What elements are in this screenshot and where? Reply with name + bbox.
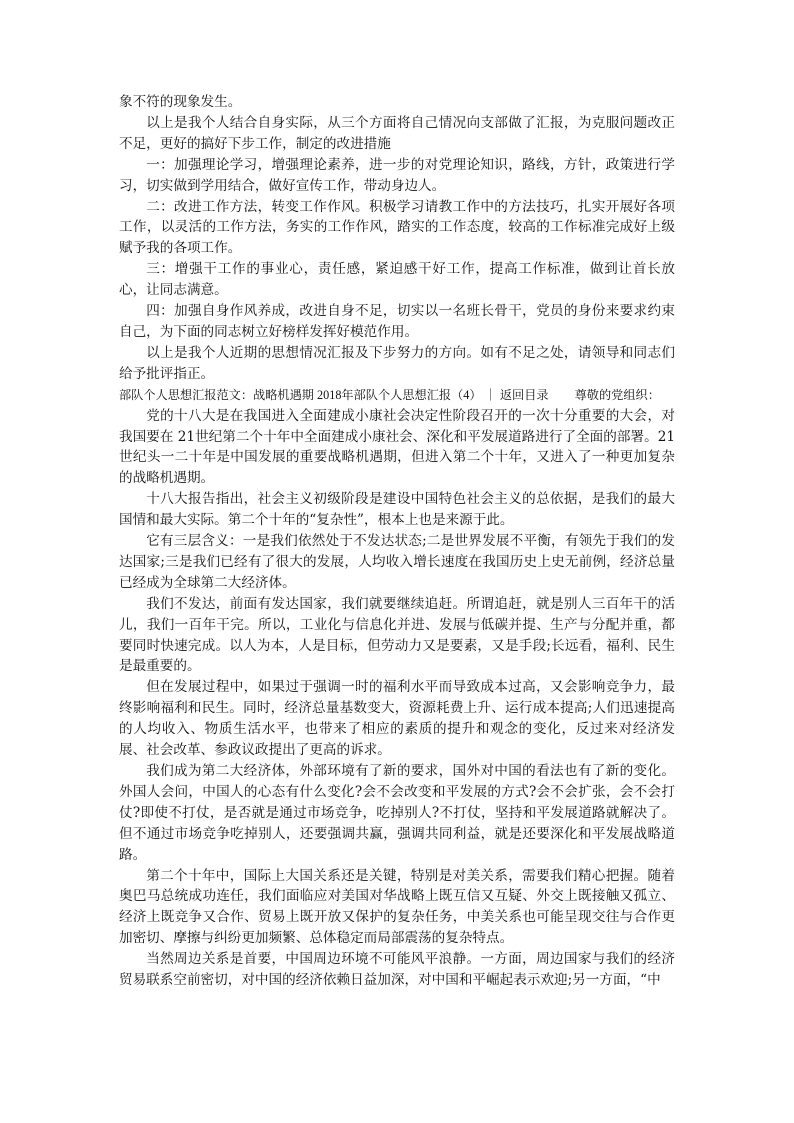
paragraph-closing: 以上是我个人近期的思想情况汇报及下步努力的方向。如有不足之处，请领导和同志们给予批评指正。 [119,344,675,382]
paragraph: 十八大报告指出，社会主义初级阶段是建设中国特色社会主义的总依据，是我们的最大国情和最大实际。第二个十年的“复杂性”，根本上也是来源于此。 [119,491,675,529]
section-title: 部队个人思想汇报范文：战略机遇期 2018年部队个人思想汇报（4） [119,387,482,402]
greeting: 尊敬的党组织： [574,387,660,402]
paragraph: 我们成为第二大经济体，外部环境有了新的要求，国外对中国的看法也有了新的变化。外国人会问，中国人的心态有什么变化?会不会改变和平发展的方式?会不会扩张，会不会打仗?即使不打仗，是否就是通过市场竞争，吃掉别人?不打仗，坚持和平发展道路就解决了。但不通过市场竞争吃掉别人，还要强调共赢，强调共同利益，就是还要深化和平发展战略道路。 [119,763,675,863]
separator: ｜ [484,387,497,402]
paragraph: 第二个十年中，国际上大国关系还是关键，特别是对美关系，需要我们精心把握。随着奥巴马总统成功连任，我们面临应对美国对华战略上既互信又互疑、外交上既接触又孤立、经济上既竞争又合作、贸易上既开放又保护的复杂任务，中美关系也可能呈现交往与合作更加密切、摩擦与纠纷更加频繁、总体稳定而局部震荡的复杂特点。 [119,867,675,947]
back-to-contents-link[interactable]: 返回目录 [499,387,549,402]
section-header [119,385,675,406]
paragraph-measure-4: 四：加强自身作风养成，改进自身不足，切实以一名班长骨干，党员的身份来要求约束自己，为下面的同志树立好榜样发挥好模范作用。 [119,303,675,340]
paragraph: 但在发展过程中，如果过于强调一时的福利水平而导致成本过高，又会影响竞争力，最终影响福利和民生。同时，经济总量基数变大，资源耗费上升、运行成本提高;人们迅速提高的人均收入、物质生活水平，也带来了相应的素质的提升和观念的变化，反过来对经济发展、社会改革、参政议政提出了更高的诉求。 [119,679,675,759]
paragraph-measure-1: 一：加强理论学习，增强理论素养，进一步的对党理论知识，路线，方针，政策进行学习，切实做到学用结合，做好宣传工作，带动身边人。 [119,156,675,194]
paragraph: 我们不发达，前面有发达国家，我们就要继续追赶。所谓追赶，就是别人三百年干的活儿，我们一百年干完。所以，工业化与信息化并进、发展与低碳并提、生产与分配并重，都要同时快速完成。以人为本，人是目标，但劳动力又是要素，又是手段;长远看，福利、民生是最重要的。 [119,595,675,675]
paragraph-measure-2: 二：改进工作方法，转变工作作风。积极学习请教工作中的方法技巧，扎实开展好各项工作，以灵活的工作方法，务实的工作作风，踏实的工作态度，较高的工作标准完成好上级赋予我的各项工作。 [119,198,675,257]
paragraph: 当然周边关系是首要，中国周边环境不可能风平浪静。一方面，周边国家与我们的经济贸易联系空前密切，对中国的经济依赖日益加深，对中国和平崛起表示欢迎;另一方面，“中 [119,951,675,989]
paragraph-measure-3: 三：增强干工作的事业心，责任感，紧迫感干好工作，提高工作标准，做到让首长放心，让同志满意。 [119,261,675,299]
paragraph-continuation: 象不符的现象发生。 [119,94,242,110]
paragraph: 它有三层含义：一是我们依然处于不发达状态;二是世界发展不平衡，有领先于我们的发达国家;三是我们已经有了很大的发展，人均收入增长速度在我国历史上史无前例，经济总量已经成为全球第二大经济体。 [119,533,675,591]
paragraph: 党的十八大是在我国进入全面建成小康社会决定性阶段召开的一次十分重要的大会，对我国要在 21世纪第二个十年中全面建成小康社会、深化和平发展道路进行了全面的部署。21世纪头一二十年是中国发展的重要战略机遇期，但进入第二个十年，又进入了一种更加复杂的战略机遇期。 [119,407,675,487]
paragraph: 以上是我个人结合自身实际，从三个方面将自己情况向支部做了汇报，为克服问题改正不足，更好的搞好下步工作，制定的改进措施 [119,114,675,152]
document-page [119,92,675,991]
